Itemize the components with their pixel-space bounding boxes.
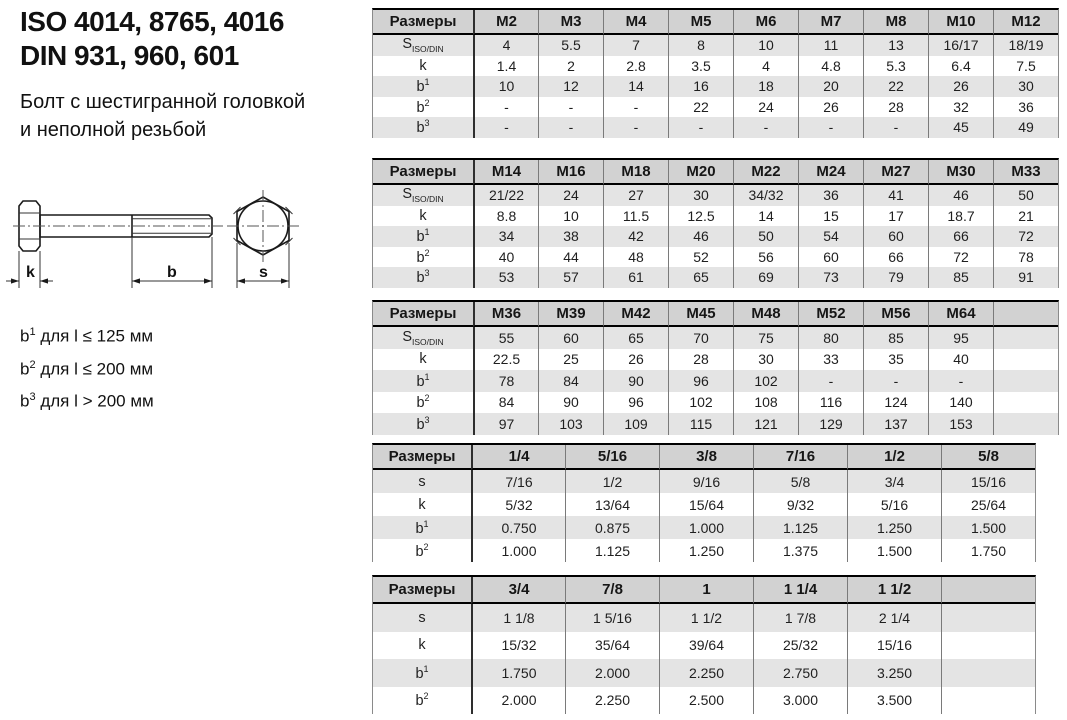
table-cell: 18/19	[993, 35, 1058, 56]
table-cell: 30	[733, 349, 798, 371]
row-label-text: k	[419, 207, 427, 224]
table-cell: 129	[798, 413, 863, 435]
table-cell: -	[798, 117, 863, 138]
row-label-text: $b^2$	[416, 393, 430, 412]
footnote-line: $b^2$ для l ≤ 200 мм	[20, 358, 154, 379]
col-header-sizes: Размеры	[373, 10, 473, 35]
table-cell: 2 1/4	[847, 604, 941, 632]
col-header-sizes: Размеры	[373, 577, 471, 604]
row-label-text: $S_{ISO/DIN}$	[402, 186, 444, 205]
table-cell: 24	[733, 97, 798, 118]
table-cell: 15	[798, 206, 863, 227]
table-cell: 34	[473, 226, 538, 247]
table-cell: 22	[668, 97, 733, 118]
table-cell	[993, 349, 1058, 371]
table-cell: 1.750	[941, 539, 1035, 562]
table-cell: 95	[928, 327, 993, 349]
table-cell: 27	[603, 185, 668, 206]
row-label-text: $b^1$	[416, 77, 430, 96]
table-cell: -	[538, 117, 603, 138]
col-header-size: M10	[928, 10, 993, 35]
table-inch-threequarter-to-oneandhalf	[372, 575, 1036, 714]
table-cell: 10	[733, 35, 798, 56]
col-header-size: M33	[993, 160, 1058, 185]
row-label-text: k	[418, 496, 426, 513]
table-cell: 13/64	[565, 493, 659, 516]
table-cell: 15/32	[471, 632, 565, 660]
table-cell: 46	[928, 185, 993, 206]
table-cell: 4	[733, 56, 798, 77]
table-cell: 50	[733, 226, 798, 247]
table-metric-m36-m64	[372, 300, 1059, 435]
table-cell: 25/64	[941, 493, 1035, 516]
table-cell: 65	[668, 267, 733, 288]
col-header-size: 1/4	[471, 445, 565, 470]
table-cell: 96	[603, 392, 668, 414]
table-cell: 2.000	[471, 687, 565, 715]
table-cell: 26	[798, 97, 863, 118]
table-cell: 33	[798, 349, 863, 371]
table-cell: 102	[733, 370, 798, 392]
dimension-k	[6, 251, 53, 288]
table-cell: 44	[538, 247, 603, 268]
table-cell: -	[473, 97, 538, 118]
table-cell: 109	[603, 413, 668, 435]
table-cell	[941, 632, 1035, 660]
table-cell: 28	[863, 97, 928, 118]
table-cell: 124	[863, 392, 928, 414]
table-cell: 108	[733, 392, 798, 414]
table-cell: 25	[538, 349, 603, 371]
row-label-text: $b^3$	[416, 118, 430, 137]
table-cell: 35/64	[565, 632, 659, 660]
table-cell: 4	[473, 35, 538, 56]
table-cell: 17	[863, 206, 928, 227]
table-cell: 2.250	[565, 687, 659, 715]
table-cell: 121	[733, 413, 798, 435]
col-header-size: M20	[668, 160, 733, 185]
col-header-size: M27	[863, 160, 928, 185]
table-cell: 66	[863, 247, 928, 268]
table-cell	[993, 392, 1058, 414]
bolt-technical-drawing	[5, 185, 325, 310]
table-cell: 1 1/2	[659, 604, 753, 632]
table-cell	[941, 659, 1035, 687]
row-label-text: $S_{ISO/DIN}$	[402, 328, 444, 347]
row-label-text: $b^1$	[416, 227, 430, 246]
row-label	[373, 35, 473, 56]
table-cell: -	[603, 97, 668, 118]
table-cell: 70	[668, 327, 733, 349]
table-cell	[993, 370, 1058, 392]
table-cell: 25/32	[753, 632, 847, 660]
row-label	[373, 493, 471, 516]
table-cell: 3.250	[847, 659, 941, 687]
table-cell: 6.4	[928, 56, 993, 77]
table-cell: 26	[603, 349, 668, 371]
table-cell: 66	[928, 226, 993, 247]
table-cell: 85	[928, 267, 993, 288]
table-cell: 9/32	[753, 493, 847, 516]
col-header-size: M14	[473, 160, 538, 185]
table-cell: 1.4	[473, 56, 538, 77]
table-cell: 54	[798, 226, 863, 247]
table-cell: 21	[993, 206, 1058, 227]
table-cell: -	[538, 97, 603, 118]
table-cell: 11	[798, 35, 863, 56]
table-inch-quarter-to-fiveeighths	[372, 443, 1036, 562]
row-label	[373, 604, 471, 632]
table-cell: 1.125	[565, 539, 659, 562]
table-cell: 73	[798, 267, 863, 288]
row-label-text: $b^1$	[416, 371, 430, 390]
table-cell: -	[863, 370, 928, 392]
table-cell: 12.5	[668, 206, 733, 227]
row-label	[373, 516, 471, 539]
table-cell: 1.500	[847, 539, 941, 562]
table-metric-m14-m33	[372, 158, 1059, 288]
table-cell: 40	[928, 349, 993, 371]
table-cell: 1 7/8	[753, 604, 847, 632]
row-label-text: $S_{ISO/DIN}$	[402, 36, 444, 55]
table-cell: 14	[733, 206, 798, 227]
table-cell: 72	[928, 247, 993, 268]
row-label-text: s	[418, 609, 426, 626]
table-cell: 78	[473, 370, 538, 392]
table-cell: 1.250	[847, 516, 941, 539]
table-cell: 4.8	[798, 56, 863, 77]
row-label-text: $b^2$	[416, 247, 430, 266]
col-header-size: M30	[928, 160, 993, 185]
table-cell: 8	[668, 35, 733, 56]
table-cell: 20	[798, 76, 863, 97]
table-cell: 41	[863, 185, 928, 206]
table-cell: 1/2	[565, 470, 659, 493]
row-label-text: $b^2$	[415, 691, 429, 710]
table-cell: 36	[798, 185, 863, 206]
footnote-line: $b^3$ для l > 200 мм	[20, 391, 154, 411]
row-label	[373, 392, 473, 414]
table-cell: 2.000	[565, 659, 659, 687]
col-header-size: 1/2	[847, 445, 941, 470]
table-cell: 12	[538, 76, 603, 97]
table-cell: 84	[473, 392, 538, 414]
row-label	[373, 539, 471, 562]
table-cell: 1.000	[471, 539, 565, 562]
table-cell: 7/16	[471, 470, 565, 493]
table-cell: 90	[538, 392, 603, 414]
dim-label-k: k	[26, 264, 35, 281]
table-cell: 21/22	[473, 185, 538, 206]
table-cell: 5.3	[863, 56, 928, 77]
table-cell: 60	[538, 327, 603, 349]
table-cell: 1 1/8	[471, 604, 565, 632]
table-cell: 78	[993, 247, 1058, 268]
table-cell: 5.5	[538, 35, 603, 56]
table-cell: 85	[863, 327, 928, 349]
row-label	[373, 117, 473, 138]
table-cell: 2.500	[659, 687, 753, 715]
col-header-size: M48	[733, 302, 798, 327]
table-cell: 36	[993, 97, 1058, 118]
row-label	[373, 632, 471, 660]
table-cell: 18	[733, 76, 798, 97]
col-header-size	[993, 302, 1058, 327]
table-cell: 8.8	[473, 206, 538, 227]
dimension-s	[237, 243, 289, 288]
table-cell: 0.875	[565, 516, 659, 539]
table-cell: 84	[538, 370, 603, 392]
table-cell: 18.7	[928, 206, 993, 227]
row-label	[373, 226, 473, 247]
table-cell: -	[668, 117, 733, 138]
page-title-iso: ISO 4014, 8765, 4016	[20, 6, 284, 37]
page-title-din: DIN 931, 960, 601	[20, 40, 239, 71]
table-cell: 15/16	[941, 470, 1035, 493]
col-header-size: 7/16	[753, 445, 847, 470]
table-cell: 56	[733, 247, 798, 268]
row-label	[373, 267, 473, 288]
col-header-size: 3/4	[471, 577, 565, 604]
page-subtitle-line1: Болт с шестигранной головкой	[20, 91, 306, 113]
table-cell: 22.5	[473, 349, 538, 371]
row-label	[373, 349, 473, 371]
table-cell: 140	[928, 392, 993, 414]
col-header-size: 1	[659, 577, 753, 604]
table-cell: 34/32	[733, 185, 798, 206]
table-cell: 116	[798, 392, 863, 414]
col-header-size: M4	[603, 10, 668, 35]
row-label-text: $b^3$	[416, 414, 430, 433]
col-header-size: M2	[473, 10, 538, 35]
table-cell: -	[928, 370, 993, 392]
row-label	[373, 413, 473, 435]
table-cell: 1.750	[471, 659, 565, 687]
table-cell: 22	[863, 76, 928, 97]
col-header-size: M16	[538, 160, 603, 185]
col-header-size: 3/8	[659, 445, 753, 470]
table-cell: 30	[668, 185, 733, 206]
row-label	[373, 370, 473, 392]
row-label-text: $b^1$	[415, 663, 429, 682]
col-header-size: 1 1/2	[847, 577, 941, 604]
table-cell: 13	[863, 35, 928, 56]
table-cell	[941, 687, 1035, 715]
table-cell: 35	[863, 349, 928, 371]
row-label	[373, 206, 473, 227]
col-header-size: M12	[993, 10, 1058, 35]
table-cell: 61	[603, 267, 668, 288]
table-cell: 5/8	[753, 470, 847, 493]
row-label-text: $b^1$	[415, 518, 429, 537]
table-cell: 2	[538, 56, 603, 77]
table-cell: 1.000	[659, 516, 753, 539]
table-cell: 75	[733, 327, 798, 349]
bolt-side-view	[13, 201, 223, 251]
table-cell: 2.250	[659, 659, 753, 687]
table-cell: 90	[603, 370, 668, 392]
col-header-size: M8	[863, 10, 928, 35]
table-cell: 46	[668, 226, 733, 247]
table-cell: 103	[538, 413, 603, 435]
col-header-size: 5/8	[941, 445, 1035, 470]
table-cell: 9/16	[659, 470, 753, 493]
col-header-size: M36	[473, 302, 538, 327]
footnote-line: $b^1$ для l ≤ 125 мм	[20, 326, 154, 346]
table-cell: 115	[668, 413, 733, 435]
table-cell: 52	[668, 247, 733, 268]
row-label	[373, 470, 471, 493]
col-header-sizes: Размеры	[373, 302, 473, 327]
table-cell: 0.750	[471, 516, 565, 539]
row-label-text: k	[418, 637, 426, 654]
table-cell: 2.8	[603, 56, 668, 77]
table-cell: 28	[668, 349, 733, 371]
table-cell: 91	[993, 267, 1058, 288]
bolt-end-view	[227, 190, 299, 262]
table-cell: 15/16	[847, 632, 941, 660]
table-cell: 72	[993, 226, 1058, 247]
col-header-size: 5/16	[565, 445, 659, 470]
table-cell: 24	[538, 185, 603, 206]
table-cell: 7	[603, 35, 668, 56]
row-label-text: $b^3$	[416, 268, 430, 287]
table-cell: 42	[603, 226, 668, 247]
table-cell: 3.5	[668, 56, 733, 77]
table-cell: 79	[863, 267, 928, 288]
col-header-size: M18	[603, 160, 668, 185]
table-cell: 153	[928, 413, 993, 435]
table-cell: 26	[928, 76, 993, 97]
table-cell: -	[798, 370, 863, 392]
col-header-size: M39	[538, 302, 603, 327]
table-cell	[993, 327, 1058, 349]
col-header-size: M7	[798, 10, 863, 35]
row-label	[373, 56, 473, 77]
table-cell: 53	[473, 267, 538, 288]
table-cell: 30	[993, 76, 1058, 97]
table-cell: 65	[603, 327, 668, 349]
table-cell: 137	[863, 413, 928, 435]
table-cell: 1.125	[753, 516, 847, 539]
table-cell: -	[733, 117, 798, 138]
row-label-text: s	[418, 473, 426, 490]
page-subtitle	[20, 88, 305, 144]
table-cell: 60	[798, 247, 863, 268]
table-cell: 32	[928, 97, 993, 118]
dimension-b	[132, 237, 212, 288]
row-label	[373, 76, 473, 97]
footnotes	[20, 318, 154, 416]
col-header-size: M42	[603, 302, 668, 327]
table-cell: 7.5	[993, 56, 1058, 77]
table-cell	[993, 413, 1058, 435]
dim-label-s: s	[259, 264, 268, 281]
col-header-sizes: Размеры	[373, 445, 471, 470]
table-cell: 14	[603, 76, 668, 97]
col-header-size: 1 1/4	[753, 577, 847, 604]
row-label	[373, 185, 473, 206]
row-label-text: $b^2$	[415, 541, 429, 560]
col-header-size: M64	[928, 302, 993, 327]
table-cell: 57	[538, 267, 603, 288]
table-cell: 50	[993, 185, 1058, 206]
table-cell: 3.500	[847, 687, 941, 715]
table-cell: 11.5	[603, 206, 668, 227]
page-subtitle-line2: и неполной резьбой	[20, 119, 207, 141]
table-cell: 49	[993, 117, 1058, 138]
row-label	[373, 97, 473, 118]
table-cell: -	[473, 117, 538, 138]
table-cell: 40	[473, 247, 538, 268]
row-label-text: k	[419, 351, 427, 368]
table-cell: 55	[473, 327, 538, 349]
table-cell: 39/64	[659, 632, 753, 660]
table-cell: 48	[603, 247, 668, 268]
col-header-size	[941, 577, 1035, 604]
table-cell: 1.500	[941, 516, 1035, 539]
table-cell: 1.250	[659, 539, 753, 562]
table-cell: 10	[538, 206, 603, 227]
table-cell: 1.375	[753, 539, 847, 562]
table-cell: 45	[928, 117, 993, 138]
col-header-size: M24	[798, 160, 863, 185]
col-header-size: M45	[668, 302, 733, 327]
table-cell: 16/17	[928, 35, 993, 56]
table-cell: 38	[538, 226, 603, 247]
table-cell: 69	[733, 267, 798, 288]
col-header-size: M56	[863, 302, 928, 327]
row-label	[373, 327, 473, 349]
row-label-text: k	[419, 57, 427, 74]
table-cell: 96	[668, 370, 733, 392]
row-label	[373, 659, 471, 687]
table-cell: 3/4	[847, 470, 941, 493]
table-cell: 60	[863, 226, 928, 247]
table-cell	[941, 604, 1035, 632]
table-cell: 80	[798, 327, 863, 349]
col-header-sizes: Размеры	[373, 160, 473, 185]
table-cell: 102	[668, 392, 733, 414]
table-cell: 5/16	[847, 493, 941, 516]
dim-label-b: b	[167, 264, 177, 281]
table-cell: -	[603, 117, 668, 138]
col-header-size: M5	[668, 10, 733, 35]
table-cell: 5/32	[471, 493, 565, 516]
table-cell: 97	[473, 413, 538, 435]
col-header-size: M52	[798, 302, 863, 327]
table-cell: 16	[668, 76, 733, 97]
table-cell: -	[863, 117, 928, 138]
table-cell: 10	[473, 76, 538, 97]
col-header-size: M22	[733, 160, 798, 185]
row-label	[373, 687, 471, 715]
table-metric-m2-m12	[372, 8, 1059, 138]
col-header-size: 7/8	[565, 577, 659, 604]
table-cell: 2.750	[753, 659, 847, 687]
row-label	[373, 247, 473, 268]
col-header-size: M6	[733, 10, 798, 35]
col-header-size: M3	[538, 10, 603, 35]
table-cell: 1 5/16	[565, 604, 659, 632]
table-cell: 15/64	[659, 493, 753, 516]
row-label-text: $b^2$	[416, 97, 430, 116]
table-cell: 3.000	[753, 687, 847, 715]
